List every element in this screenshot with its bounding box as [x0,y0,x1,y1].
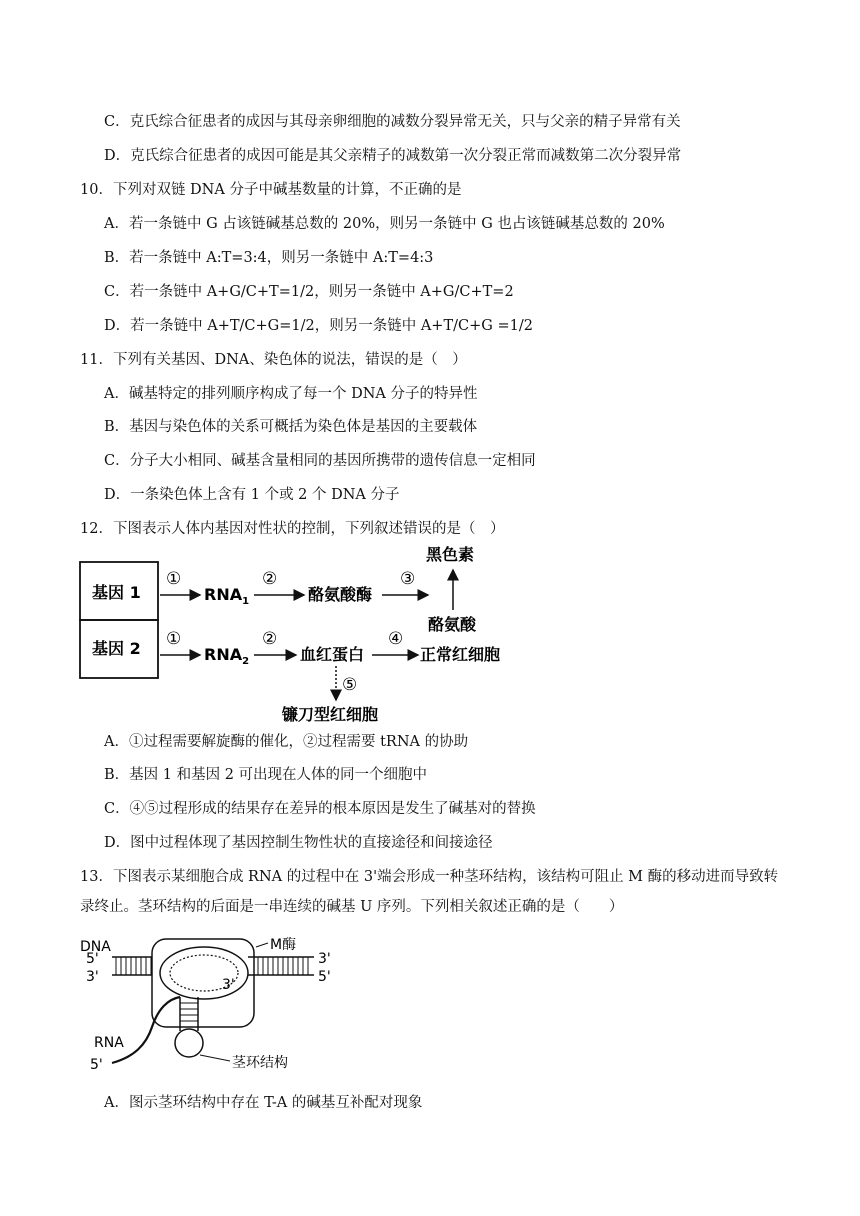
q11-option-a: A．碱基特定的排列顺序构成了每一个 DNA 分子的特异性 [104,386,478,402]
dna-right-3prime: 3' [318,951,331,967]
q12-option-b: B．基因 1 和基因 2 可出现在人体的同一个细胞中 [104,767,428,783]
tyrosine-label: 酪氨酸 [428,615,477,634]
q10-option-b: B．若一条链中 A:T=3:4，则另一条链中 A:T=4:3 [104,250,434,266]
melanin-label: 黑色素 [426,545,475,564]
q12-option-a: A．①过程需要解旋酶的催化，②过程需要 tRNA 的协助 [104,734,469,750]
q11-option-b: B．基因与染色体的关系可概括为染色体是基因的主要载体 [104,419,478,435]
q11-option-d: D．一条染色体上含有 1 个或 2 个 DNA 分子 [104,487,400,503]
step1-row1: ① [166,569,182,589]
q9-option-d: D．克氏综合征患者的成因可能是其父亲精子的减数第一次分裂正常而减数第二次分裂异常 [104,148,682,164]
normal-rbc-label: 正常红细胞 [420,645,501,664]
q9-option-c: C．克氏综合征患者的成因与其母亲卵细胞的减数分裂异常无关，只与父亲的精子异常有关 [104,114,681,130]
sickle-rbc-label: 镰刀型红细胞 [282,705,379,724]
step2-row1: ② [262,569,278,589]
step5: ⑤ [342,675,358,695]
dna-left-5prime: 5' [86,951,99,967]
rna-3prime: 3' [222,977,235,993]
q12-stem: 12．下图表示人体内基因对性状的控制，下列叙述错误的是（ ） [80,521,505,537]
rna-5prime: 5' [90,1057,103,1073]
step2-row2: ② [262,629,278,649]
stem-loop [175,1029,203,1057]
enzyme-label: 酪氨酸酶 [308,585,373,604]
dna-right-5prime: 5' [318,969,331,985]
rna-strand [112,997,180,1063]
step3: ③ [400,569,416,589]
q11-option-c: C．分子大小相同、碱基含量相同的基因所携带的遗传信息一定相同 [104,453,536,469]
q10-option-a: A．若一条链中 G 占该链碱基总数的 20%，则另一条链中 G 也占该链碱基总数的 20% [104,216,665,232]
q10-option-d: D．若一条链中 A+T/C+G=1/2，则另一条链中 A+T/C+G =1/2 [104,318,533,334]
q10-option-c: C．若一条链中 A+G/C+T=1/2，则另一条链中 A+G/C+T=2 [104,284,514,300]
q11-stem: 11．下列有关基因、DNA、染色体的说法，错误的是（ ） [80,352,467,368]
step4: ④ [388,629,404,649]
m-enzyme-box [152,939,254,1027]
dna-left-3prime: 3' [86,969,99,985]
q12-option-d: D．图中过程体现了基因控制生物性状的直接途径和间接途径 [104,835,493,851]
q13-stem: 13．下图表示某细胞合成 RNA 的过程中在 3'端会形成一种茎环结构，该结构可阻止 M 酶的移动进而导致转录终止。茎环结构的后面是一串连续的碱基 U 序列。下列相关叙述正确的是（ ） [80,869,779,915]
gene2-label: 基因 2 [92,639,141,658]
stem-loop-label: 茎环结构 [232,1055,288,1071]
m-enzyme-label: M酶 [270,937,297,953]
q12-option-c: C．④⑤过程形成的结果存在差异的根本原因是发生了碱基对的替换 [104,801,536,817]
rna2-label: $RNA_2$ [204,645,250,667]
q10-stem: 10．下列对双链 DNA 分子中碱基数量的计算，不正确的是 [80,182,462,198]
transcription-stem-loop-diagram [80,935,350,1075]
dna-label: DNA [80,939,111,955]
step1-row2: ① [166,629,182,649]
rna1-label: $RNA_1$ [204,585,250,607]
q13-option-a: A．图示茎环结构中存在 T-A 的碱基互补配对现象 [104,1095,423,1111]
gene-control-diagram [78,540,548,725]
gene1-label: 基因 1 [92,583,141,602]
hemoglobin-label: 血红蛋白 [300,645,365,664]
rna-label: RNA [94,1035,124,1051]
